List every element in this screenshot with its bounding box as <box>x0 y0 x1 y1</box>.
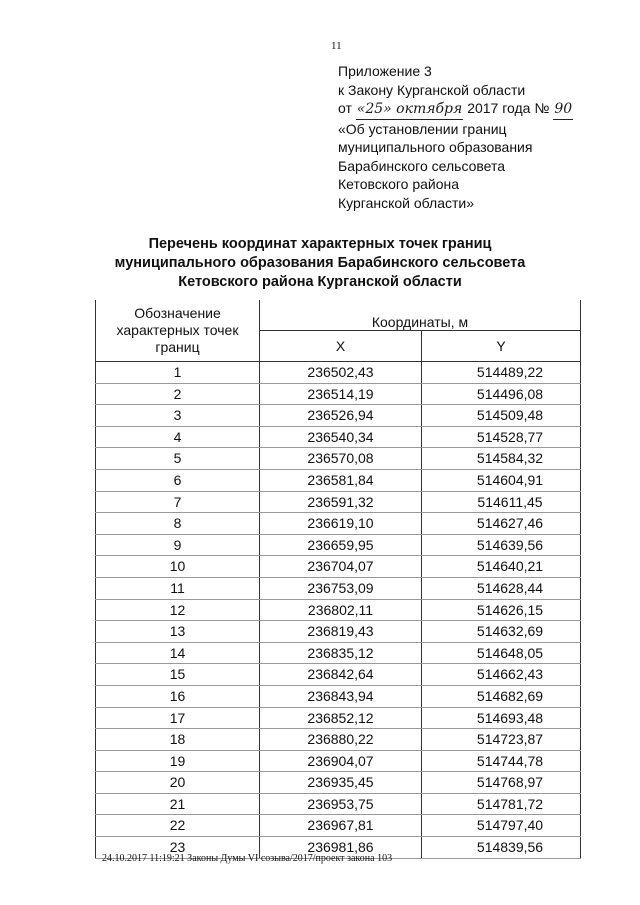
x-coordinate-cell: 236659,95 <box>260 534 422 556</box>
appendix-line-6: Барабинского сельсовета <box>338 157 506 174</box>
point-number-cell: 8 <box>96 513 260 535</box>
table-row <box>96 815 581 837</box>
table-row <box>96 772 581 794</box>
x-coordinate-cell: 236835,12 <box>260 642 422 664</box>
appendix-line-7: Кетовского района <box>338 176 460 192</box>
header-point-designation: Обозначение характерных точек границ <box>96 300 260 362</box>
y-coordinate-cell: 514509,48 <box>422 405 581 427</box>
x-coordinate-cell: 236802,11 <box>260 599 422 621</box>
handwritten-date: «25» октября <box>356 100 464 120</box>
x-coordinate-cell: 236880,22 <box>260 729 422 751</box>
table-row <box>96 729 581 751</box>
table-row <box>96 621 581 643</box>
table-row <box>96 513 581 535</box>
point-number-cell: 1 <box>96 362 260 384</box>
appendix-year-label: 2017 года № <box>467 100 550 116</box>
title-line-3: Кетовского района Курганской области <box>178 274 462 290</box>
header-x: X <box>260 331 422 362</box>
y-coordinate-cell: 514496,08 <box>422 383 581 405</box>
x-coordinate-cell: 236591,32 <box>260 491 422 513</box>
table-row <box>96 664 581 686</box>
point-number-cell: 6 <box>96 469 260 491</box>
point-number-cell: 21 <box>96 793 260 815</box>
table-row <box>96 469 581 491</box>
y-coordinate-cell: 514723,87 <box>422 729 581 751</box>
header-y: Y <box>422 331 581 362</box>
x-coordinate-cell: 236619,10 <box>260 513 422 535</box>
appendix-line-4: «Об установлении границ <box>338 120 507 137</box>
x-coordinate-cell: 236981,86 <box>260 837 422 859</box>
table-row <box>96 362 581 384</box>
table-row <box>96 405 581 427</box>
point-number-cell: 16 <box>96 685 260 707</box>
y-coordinate-cell: 514626,15 <box>422 599 581 621</box>
table-row <box>96 599 581 621</box>
point-number-cell: 14 <box>96 642 260 664</box>
table-row <box>96 642 581 664</box>
point-number-cell: 20 <box>96 772 260 794</box>
table-row <box>96 685 581 707</box>
x-coordinate-cell: 236704,07 <box>260 556 422 578</box>
table-row <box>96 383 581 405</box>
y-coordinate-cell: 514640,21 <box>422 556 581 578</box>
x-coordinate-cell: 236819,43 <box>260 621 422 643</box>
x-coordinate-cell: 236581,84 <box>260 469 422 491</box>
y-coordinate-cell: 514584,32 <box>422 448 581 470</box>
point-number-cell: 10 <box>96 556 260 578</box>
x-coordinate-cell: 236843,94 <box>260 685 422 707</box>
document-title <box>60 235 580 292</box>
point-number-cell: 2 <box>96 383 260 405</box>
y-coordinate-cell: 514662,43 <box>422 664 581 686</box>
table-row <box>96 707 581 729</box>
y-coordinate-cell: 514693,48 <box>422 707 581 729</box>
point-number-cell: 13 <box>96 621 260 643</box>
x-coordinate-cell: 236967,81 <box>260 815 422 837</box>
table-body <box>96 362 581 859</box>
handwritten-law-number: 90 <box>553 100 573 120</box>
x-coordinate-cell: 236904,07 <box>260 750 422 772</box>
appendix-header <box>338 62 573 212</box>
y-coordinate-cell: 514528,77 <box>422 426 581 448</box>
appendix-line-3 <box>338 99 573 120</box>
table-row <box>96 793 581 815</box>
point-number-cell: 23 <box>96 837 260 859</box>
appendix-date-prefix: от <box>338 100 352 116</box>
x-coordinate-cell: 236935,45 <box>260 772 422 794</box>
x-coordinate-cell: 236570,08 <box>260 448 422 470</box>
table-row <box>96 534 581 556</box>
x-coordinate-cell: 236526,94 <box>260 405 422 427</box>
point-number-cell: 18 <box>96 729 260 751</box>
x-coordinate-cell: 236502,43 <box>260 362 422 384</box>
appendix-line-5: муниципального образования <box>338 139 533 155</box>
footer-filepath: 24.10.2017 11:19:21 Законы Думы VI созыва/2017/проект закона 103 <box>102 853 393 864</box>
y-coordinate-cell: 514682,69 <box>422 685 581 707</box>
header-coordinates: Координаты, м <box>260 300 581 331</box>
y-coordinate-cell: 514639,56 <box>422 534 581 556</box>
title-line-2: муниципального образования Барабинского сельсовета <box>114 255 526 271</box>
point-number-cell: 22 <box>96 815 260 837</box>
y-coordinate-cell: 514627,46 <box>422 513 581 535</box>
point-number-cell: 12 <box>96 599 260 621</box>
appendix-line-8: Курганской области» <box>338 194 475 211</box>
title-line-1: Перечень координат характерных точек границ <box>148 236 492 252</box>
table-row <box>96 491 581 513</box>
y-coordinate-cell: 514744,78 <box>422 750 581 772</box>
point-number-cell: 15 <box>96 664 260 686</box>
table-row <box>96 750 581 772</box>
table-row <box>96 448 581 470</box>
y-coordinate-cell: 514768,97 <box>422 772 581 794</box>
y-coordinate-cell: 514632,69 <box>422 621 581 643</box>
point-number-cell: 19 <box>96 750 260 772</box>
point-number-cell: 4 <box>96 426 260 448</box>
point-number-cell: 5 <box>96 448 260 470</box>
y-coordinate-cell: 514781,72 <box>422 793 581 815</box>
point-number-cell: 11 <box>96 577 260 599</box>
table-row <box>96 556 581 578</box>
y-coordinate-cell: 514628,44 <box>422 577 581 599</box>
coordinates-table <box>95 300 581 859</box>
page-number: 11 <box>331 40 342 52</box>
table-row <box>96 426 581 448</box>
x-coordinate-cell: 236953,75 <box>260 793 422 815</box>
y-coordinate-cell: 514797,40 <box>422 815 581 837</box>
point-number-cell: 7 <box>96 491 260 513</box>
table-row <box>96 577 581 599</box>
x-coordinate-cell: 236514,19 <box>260 383 422 405</box>
x-coordinate-cell: 236842,64 <box>260 664 422 686</box>
point-number-cell: 9 <box>96 534 260 556</box>
x-coordinate-cell: 236852,12 <box>260 707 422 729</box>
y-coordinate-cell: 514611,45 <box>422 491 581 513</box>
point-number-cell: 17 <box>96 707 260 729</box>
appendix-line-1: Приложение 3 <box>338 63 432 79</box>
y-coordinate-cell: 514604,91 <box>422 469 581 491</box>
y-coordinate-cell: 514648,05 <box>422 642 581 664</box>
appendix-line-2: к Закону Курганской области <box>338 81 526 98</box>
x-coordinate-cell: 236540,34 <box>260 426 422 448</box>
y-coordinate-cell: 514839,56 <box>422 837 581 859</box>
point-number-cell: 3 <box>96 405 260 427</box>
x-coordinate-cell: 236753,09 <box>260 577 422 599</box>
y-coordinate-cell: 514489,22 <box>422 362 581 384</box>
